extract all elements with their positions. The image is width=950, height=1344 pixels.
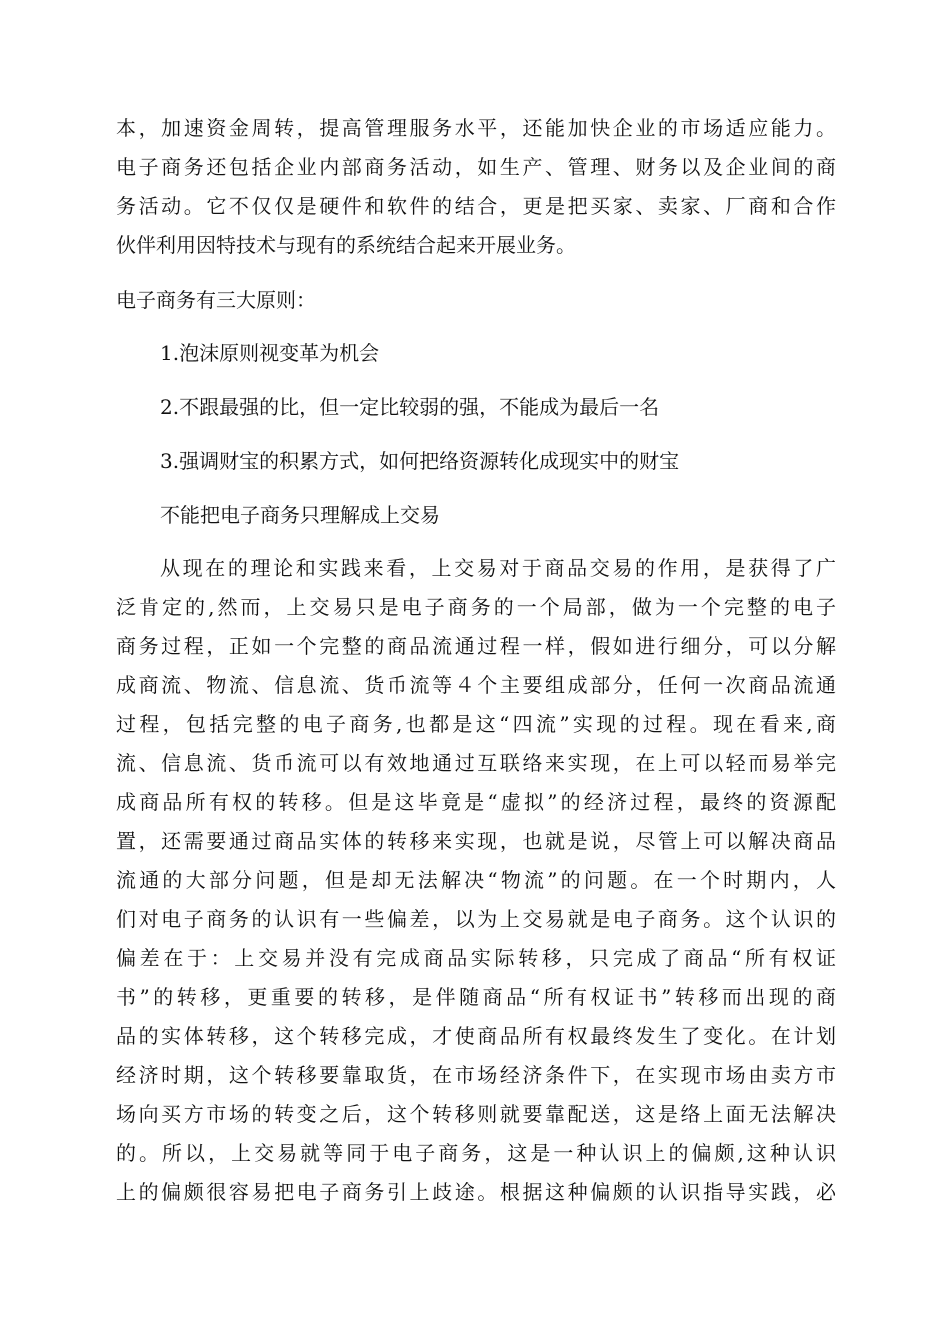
paragraph-1-line-2: 电子商务还包括企业内部商务活动，如生产、管理、财务以及企业间的商 <box>116 155 836 179</box>
paragraph-2-line-16: 的。所以，上交易就等同于电子商务，这是一种认识上的偏颇,这种认识 <box>116 1141 836 1165</box>
paragraph-1-line-1: 本，加速资金周转，提高管理服务水平，还能加快企业的市场适应能力。 <box>116 116 836 140</box>
paragraph-1-line-3: 务活动。它不仅仅是硬件和软件的结合，更是把买家、卖家、厂商和合作 <box>116 194 836 218</box>
paragraph-2-line-8: 置，还需要通过商品实体的转移来实现，也就是说，尽管上可以解决商品 <box>116 829 836 853</box>
paragraph-2-line-14: 经济时期，这个转移要靠取货，在市场经济条件下，在实现市场由卖方市 <box>116 1063 836 1087</box>
principle-item-3: 3.强调财宝的积累方式，如何把络资源转化成现实中的财宝 <box>160 449 680 473</box>
paragraph-2-line-2: 泛肯定的,然而，上交易只是电子商务的一个局部，做为一个完整的电子 <box>116 595 836 619</box>
paragraph-2-line-10: 们对电子商务的认识有一些偏差，以为上交易就是电子商务。这个认识的 <box>116 907 836 931</box>
paragraph-2-line-17: 上的偏颇很容易把电子商务引上歧途。根据这种偏颇的认识指导实践，必 <box>116 1180 836 1204</box>
paragraph-2-line-9: 流通的大部分问题，但是却无法解决“物流”的问题。在一个时期内，人 <box>116 868 836 892</box>
paragraph-2-line-11: 偏差在于：上交易并没有完成商品实际转移，只完成了商品“所有权证 <box>116 946 836 970</box>
paragraph-2-line-4: 成商流、物流、信息流、货币流等４个主要组成部分，任何一次商品流通 <box>116 673 836 697</box>
principle-item-2: 2.不跟最强的比，但一定比较弱的强，不能成为最后一名 <box>160 395 660 419</box>
paragraph-2-line-6: 流、信息流、货币流可以有效地通过互联络来实现，在上可以轻而易举完 <box>116 751 836 775</box>
paragraph-2-line-1: 从现在的理论和实践来看，上交易对于商品交易的作用，是获得了广 <box>160 556 836 580</box>
principles-lead: 电子商务有三大原则： <box>116 288 316 312</box>
paragraph-2-line-5: 过程，包括完整的电子商务,也都是这“四流”实现的过程。现在看来,商 <box>116 712 836 736</box>
paragraph-2-line-15: 场向买方市场的转变之后，这个转移则就要靠配送，这是络上面无法解决 <box>116 1102 836 1126</box>
paragraph-2-line-12: 书”的转移，更重要的转移，是伴随商品“所有权证书”转移而出现的商 <box>116 985 836 1009</box>
paragraph-2-line-7: 成商品所有权的转移。但是这毕竟是“虚拟”的经济过程，最终的资源配 <box>116 790 836 814</box>
paragraph-2-line-13: 品的实体转移，这个转移完成，才使商品所有权最终发生了变化。在计划 <box>116 1024 836 1048</box>
principle-item-1: 1.泡沫原则视变革为机会 <box>160 341 380 365</box>
section-subheading: 不能把电子商务只理解成上交易 <box>160 503 440 527</box>
paragraph-1-line-4: 伙伴利用因特技术与现有的系统结合起来开展业务。 <box>116 233 576 257</box>
paragraph-2-line-3: 商务过程，正如一个完整的商品流通过程一样，假如进行细分，可以分解 <box>116 634 836 658</box>
